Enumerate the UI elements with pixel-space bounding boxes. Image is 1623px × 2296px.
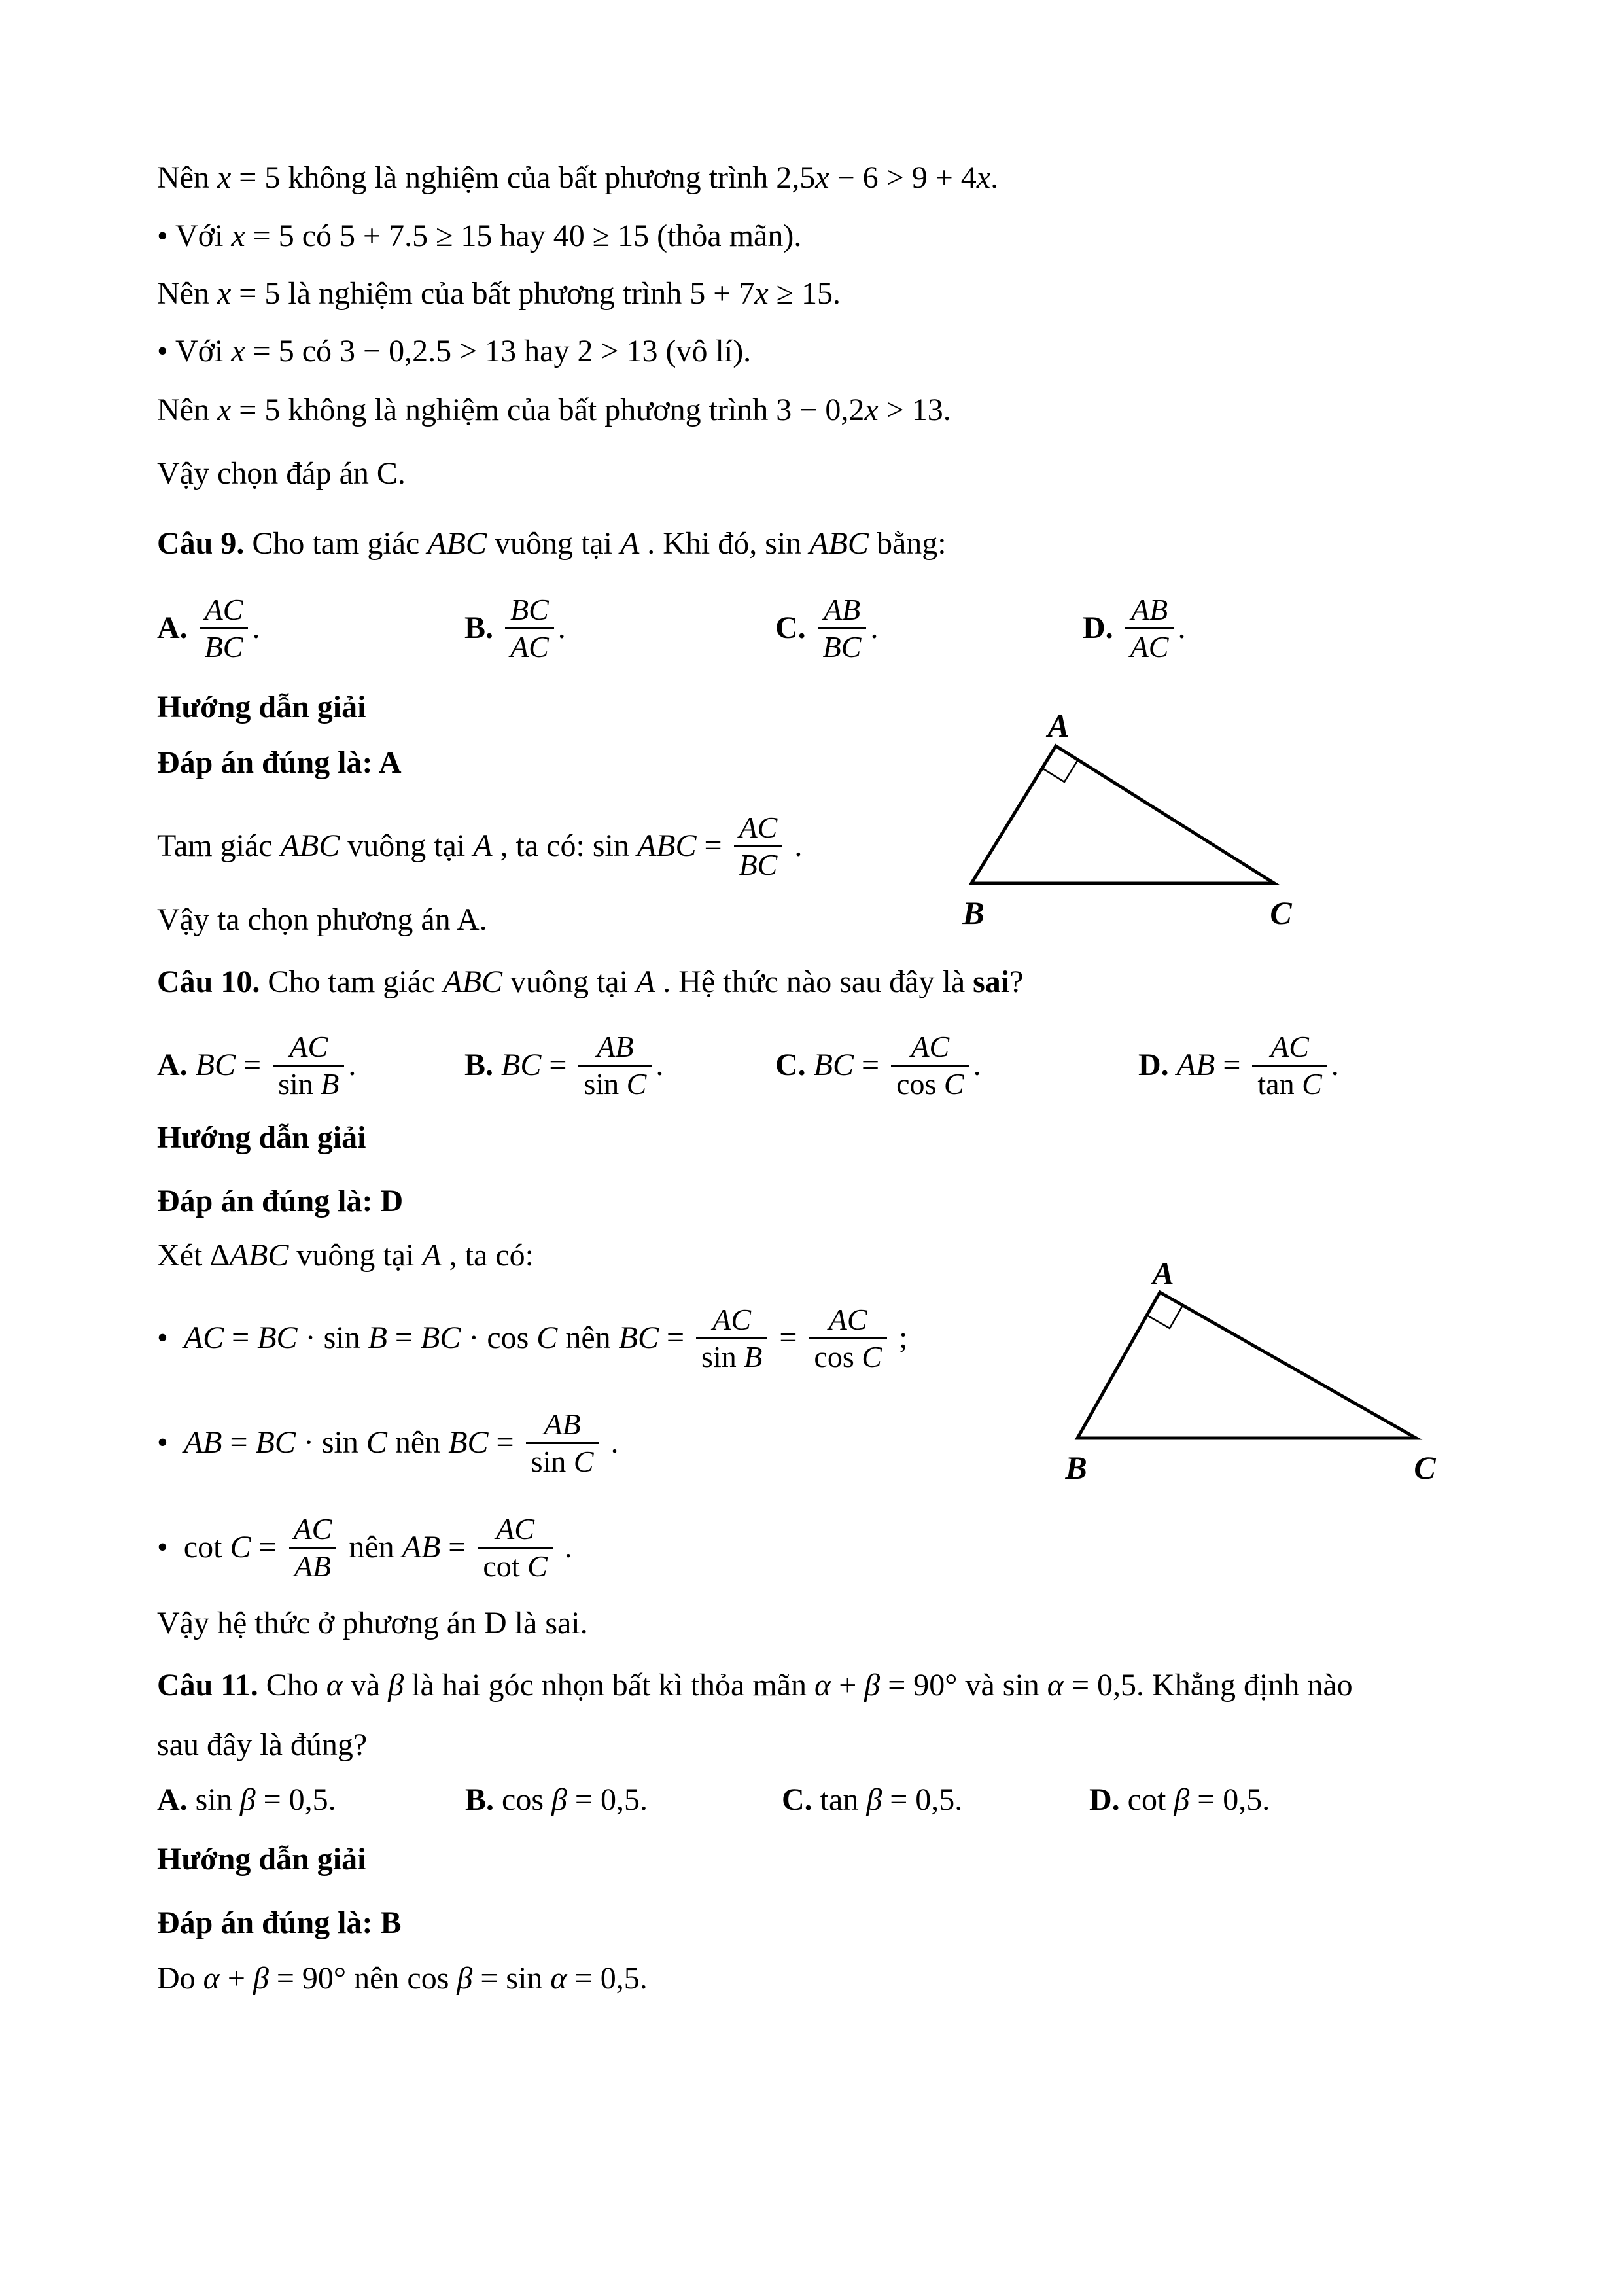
fraction — [578, 1029, 652, 1102]
q9-option-b — [464, 586, 566, 671]
text-segment: B — [321, 1067, 340, 1101]
text-segment: là hai góc nhọn bất kì thỏa mãn — [404, 1668, 814, 1703]
q9-solution-line — [157, 804, 802, 889]
text-segment: tan — [820, 1782, 867, 1817]
text-segment: Câu 10. — [157, 964, 260, 999]
text-segment: A — [422, 1238, 442, 1273]
text-segment: . — [252, 610, 260, 645]
text-segment: BC — [204, 629, 243, 663]
text-segment: AC — [739, 810, 778, 844]
q10-option-c — [775, 1023, 981, 1108]
text-segment: Đáp án đúng là: B — [157, 1905, 402, 1940]
text-segment: và — [342, 1668, 389, 1703]
text-segment: x — [231, 219, 245, 253]
text-segment: Nên — [157, 160, 217, 195]
text-segment: ABC — [443, 964, 502, 999]
text-segment: = 0,5. — [567, 1961, 648, 1996]
text-segment: AB — [1176, 1048, 1215, 1082]
intro-line-4 — [157, 333, 751, 370]
text-segment: . — [1178, 610, 1186, 645]
text-segment: = 90° nên cos — [268, 1961, 457, 1996]
text-segment: BC — [739, 847, 778, 881]
text-segment: , ta có: sin — [492, 828, 637, 863]
text-segment: AC — [1130, 629, 1169, 663]
text-segment: = — [1215, 1048, 1249, 1082]
numerator — [200, 592, 249, 627]
text-segment: • Với — [157, 334, 232, 368]
text-segment: C — [230, 1530, 251, 1564]
text-segment: B — [744, 1339, 763, 1373]
text-segment: cot — [483, 1549, 528, 1583]
text-segment: Xét ∆ — [157, 1238, 230, 1273]
denominator — [1252, 1065, 1327, 1102]
q10-option-a — [157, 1023, 356, 1108]
denominator — [289, 1547, 336, 1584]
q9-conclusion — [157, 902, 487, 938]
vertex-label: A — [1152, 1255, 1174, 1292]
denominator — [200, 627, 249, 665]
text-segment: = — [251, 1530, 285, 1564]
text-segment: • Với — [157, 219, 232, 253]
intro-line-3 — [157, 275, 841, 312]
text-segment: − 6 > 9 + 4 — [829, 160, 977, 195]
text-segment: x — [754, 276, 769, 311]
text-segment: Cho tam giác — [260, 964, 444, 999]
text-segment: > 13. — [878, 393, 951, 427]
text-segment: Hướng dẫn giải — [157, 1120, 366, 1155]
text-segment: AC — [828, 1302, 867, 1336]
text-segment: = — [541, 1048, 575, 1082]
text-segment: AB — [544, 1407, 581, 1441]
text-segment: • — [157, 1320, 184, 1355]
text-segment: A. — [157, 1048, 196, 1082]
text-segment: C — [862, 1339, 882, 1373]
numerator — [538, 1407, 585, 1442]
text-segment: Nên — [157, 393, 217, 427]
text-segment: A. — [157, 1782, 196, 1817]
numerator — [591, 1029, 638, 1065]
text-segment: C. — [775, 1048, 814, 1082]
text-segment: = 0,5. — [567, 1782, 648, 1817]
text-segment: C — [1302, 1067, 1322, 1101]
text-segment: x — [217, 160, 232, 195]
text-segment: α — [203, 1961, 220, 1996]
triangle-figure-cau10 — [1047, 1243, 1472, 1492]
intro-line-5 — [157, 392, 951, 429]
text-segment: sin — [531, 1444, 574, 1478]
q11-option-b — [465, 1782, 648, 1818]
text-segment: β — [864, 1668, 881, 1703]
text-segment: A — [473, 828, 493, 863]
text-segment: sai — [973, 964, 1010, 999]
text-segment: vuông tại — [502, 964, 636, 999]
denominator — [809, 1337, 887, 1375]
q9-guide-heading — [157, 689, 366, 726]
q10-option-d — [1138, 1023, 1339, 1108]
triangle-outline — [1077, 1292, 1416, 1438]
text-segment: . — [973, 1048, 981, 1082]
text-segment: β — [551, 1782, 567, 1817]
text-segment: sin — [195, 1782, 240, 1817]
text-segment: vuông tại — [288, 1238, 423, 1273]
text-segment: α — [1047, 1668, 1064, 1703]
text-segment: = 5 là nghiệm của bất phương trình 5 + 7 — [231, 276, 755, 311]
text-segment: BC — [257, 1320, 298, 1355]
text-segment: . — [602, 1425, 619, 1460]
text-segment: ? — [1009, 964, 1024, 999]
fraction — [478, 1511, 552, 1584]
fraction — [526, 1407, 599, 1479]
q9-option-d — [1083, 586, 1185, 671]
text-segment: x — [217, 276, 232, 311]
text-segment: = 0,5. — [255, 1782, 336, 1817]
fraction — [809, 1302, 887, 1375]
denominator — [818, 627, 867, 665]
text-segment: AC — [204, 592, 243, 626]
q10-bullet-2 — [157, 1400, 619, 1485]
denominator — [734, 845, 783, 883]
fraction — [734, 810, 783, 883]
q10-option-b — [464, 1023, 663, 1108]
text-segment: AC — [496, 1511, 534, 1545]
q11-answer-heading — [157, 1905, 401, 1941]
text-segment: · sin — [297, 1320, 368, 1355]
text-segment: = — [440, 1530, 474, 1564]
text-segment: = — [696, 828, 730, 863]
text-segment: = — [224, 1320, 258, 1355]
text-segment: AB — [402, 1530, 441, 1564]
vertex-label: C — [1270, 894, 1292, 931]
q10-conclusion — [157, 1605, 588, 1642]
text-segment: α — [326, 1668, 343, 1703]
text-segment: Hướng dẫn giải — [157, 1842, 366, 1877]
text-segment: B. — [464, 610, 502, 645]
text-segment: = 90° và sin — [880, 1668, 1047, 1703]
text-segment: C. — [782, 1782, 820, 1817]
text-segment: AC — [183, 1320, 224, 1355]
text-segment: C — [573, 1444, 594, 1478]
q9-option-c — [775, 586, 878, 671]
denominator — [478, 1547, 552, 1584]
text-segment: = sin — [472, 1961, 551, 1996]
text-segment: Vậy chọn đáp án C. — [157, 456, 406, 491]
text-segment: nên — [557, 1320, 619, 1355]
text-segment: = — [236, 1048, 270, 1082]
text-segment: • cot — [157, 1530, 230, 1564]
numerator — [818, 592, 865, 627]
text-segment: . — [557, 610, 566, 645]
text-segment: nên — [387, 1425, 449, 1460]
numerator — [284, 1029, 333, 1065]
text-segment: D. — [1083, 610, 1121, 645]
fraction — [200, 592, 249, 665]
text-segment: AB — [1130, 592, 1168, 626]
text-segment: . — [1331, 1048, 1339, 1082]
text-segment: BC — [448, 1425, 489, 1460]
text-segment: Câu 11. — [157, 1668, 258, 1703]
text-segment: Câu 9. — [157, 526, 245, 561]
triangle-figure-cau9 — [935, 694, 1315, 936]
text-segment: = — [658, 1320, 693, 1355]
text-segment: ABC — [809, 526, 869, 561]
fraction — [696, 1302, 767, 1375]
text-segment: x — [217, 393, 232, 427]
text-segment: + — [831, 1668, 865, 1703]
numerator — [1265, 1029, 1314, 1065]
text-segment: BC — [501, 1048, 542, 1082]
right-angle-mark — [1042, 760, 1078, 782]
text-segment: ; — [890, 1320, 908, 1355]
triangle-drawing — [1047, 1243, 1472, 1492]
text-segment: AB — [597, 1029, 634, 1063]
q11-option-d — [1089, 1782, 1270, 1818]
text-segment: Tam giác — [157, 828, 281, 863]
text-segment: = — [854, 1048, 888, 1082]
q9-option-a — [157, 586, 260, 671]
text-segment: D. — [1138, 1048, 1177, 1082]
fraction — [273, 1029, 344, 1102]
text-segment: C — [626, 1067, 647, 1101]
numerator — [1126, 592, 1173, 627]
numerator — [288, 1511, 338, 1547]
question-10 — [157, 964, 1023, 1000]
text-segment: β — [253, 1961, 269, 1996]
text-segment: , ta có: — [441, 1238, 534, 1273]
text-segment: B. — [464, 1048, 502, 1082]
text-segment: D. — [1089, 1782, 1128, 1817]
text-segment: AB — [823, 592, 861, 626]
text-segment: A — [635, 964, 655, 999]
q11-option-a — [157, 1782, 336, 1818]
denominator — [526, 1442, 599, 1479]
text-segment: · cos — [461, 1320, 537, 1355]
numerator — [734, 810, 783, 845]
denominator — [273, 1065, 344, 1102]
text-segment: tan — [1257, 1067, 1302, 1101]
text-segment: BC — [618, 1320, 659, 1355]
text-segment: nên — [341, 1530, 402, 1564]
q10-solution-intro — [157, 1237, 534, 1274]
text-segment: α — [550, 1961, 567, 1996]
text-segment: ABC — [427, 526, 487, 561]
text-segment: ABC — [280, 828, 340, 863]
fraction — [1125, 592, 1174, 665]
text-segment: ABC — [229, 1238, 289, 1273]
text-segment: Đáp án đúng là: A — [157, 745, 402, 780]
text-segment: A — [620, 526, 640, 561]
text-segment: . Khi đó, sin — [639, 526, 810, 561]
text-segment: Cho tam giác — [244, 526, 428, 561]
intro-line-2 — [157, 218, 801, 255]
text-segment: β — [457, 1961, 473, 1996]
vertex-label: B — [962, 894, 985, 931]
intro-line-1 — [157, 160, 998, 196]
text-segment: cos — [896, 1067, 944, 1101]
text-segment: BC — [420, 1320, 461, 1355]
text-segment: AC — [293, 1511, 332, 1545]
q10-answer-heading — [157, 1183, 403, 1220]
numerator — [505, 592, 554, 627]
text-segment: x — [976, 160, 991, 195]
text-segment: cos — [502, 1782, 551, 1817]
vertex-label: A — [1047, 707, 1070, 744]
q9-answer-heading — [157, 745, 401, 781]
text-segment: cos — [814, 1339, 862, 1373]
question-11-line-1 — [157, 1667, 1353, 1704]
text-segment: • — [157, 1425, 184, 1460]
text-segment: Đáp án đúng là: D — [157, 1184, 404, 1218]
text-segment: · sin — [295, 1425, 366, 1460]
text-segment: C — [943, 1067, 964, 1101]
text-segment: = — [387, 1320, 421, 1355]
text-segment: . Hệ thức nào sau đây là — [655, 964, 973, 999]
text-segment: = — [488, 1425, 522, 1460]
text-segment: = 5 có 5 + 7.5 ≥ 15 hay 40 ≥ 15 (thỏa mãn). — [245, 219, 802, 253]
text-segment: Vậy ta chọn phương án A. — [157, 902, 487, 937]
text-segment: ABC — [637, 828, 697, 863]
fraction — [505, 592, 554, 665]
text-segment: C. — [775, 610, 814, 645]
text-segment: AC — [1270, 1029, 1309, 1063]
text-segment: = 0,5. — [882, 1782, 963, 1817]
fraction — [891, 1029, 969, 1102]
text-segment: vuông tại — [340, 828, 474, 863]
numerator — [491, 1511, 540, 1547]
text-segment: = 0,5. — [1189, 1782, 1270, 1817]
text-segment: β — [1174, 1782, 1190, 1817]
question-11-line-2 — [157, 1727, 367, 1763]
text-segment: bằng: — [868, 526, 947, 561]
denominator — [891, 1065, 969, 1102]
numerator — [707, 1302, 756, 1337]
denominator — [505, 627, 554, 665]
text-segment: x — [864, 393, 879, 427]
text-segment: sau đây là đúng? — [157, 1727, 368, 1762]
text-segment: = 5 không là nghiệm của bất phương trình 2,5 — [231, 160, 816, 195]
text-segment: . — [348, 1048, 357, 1082]
fraction — [288, 1511, 338, 1584]
q10-guide-heading — [157, 1120, 366, 1156]
numerator — [824, 1302, 873, 1337]
text-segment: β — [239, 1782, 256, 1817]
denominator — [1125, 627, 1174, 665]
text-segment: A. — [157, 610, 196, 645]
text-segment: AC — [911, 1029, 950, 1063]
text-segment: . — [556, 1530, 572, 1564]
q10-bullet-1 — [157, 1296, 907, 1381]
text-segment: . — [655, 1048, 664, 1082]
numerator — [905, 1029, 954, 1065]
q11-solution-line — [157, 1960, 648, 1997]
text-segment: AB — [183, 1425, 222, 1460]
fraction — [818, 592, 867, 665]
denominator — [578, 1065, 652, 1102]
text-segment: BC — [195, 1048, 236, 1082]
text-segment: = — [771, 1320, 805, 1355]
q11-guide-heading — [157, 1841, 366, 1878]
q11-option-c — [782, 1782, 962, 1818]
text-segment: sin — [701, 1339, 744, 1373]
text-segment: α — [814, 1668, 831, 1703]
text-segment: = 5 không là nghiệm của bất phương trình 3 − 0,2 — [231, 393, 865, 427]
text-segment: cot — [1127, 1782, 1174, 1817]
text-segment: Cho — [258, 1668, 326, 1703]
text-segment: + — [219, 1961, 253, 1996]
text-segment: BC — [255, 1425, 296, 1460]
text-segment: AC — [289, 1029, 328, 1063]
question-9 — [157, 525, 947, 562]
text-segment: BC — [822, 629, 862, 663]
denominator — [696, 1337, 767, 1375]
text-segment: β — [866, 1782, 882, 1817]
triangle-outline — [971, 746, 1274, 883]
text-segment: AC — [712, 1302, 752, 1336]
text-segment: Hướng dẫn giải — [157, 690, 366, 724]
text-segment: vuông tại — [486, 526, 620, 561]
text-segment: C — [536, 1320, 558, 1355]
text-segment: BC — [813, 1048, 854, 1082]
text-segment: B. — [465, 1782, 502, 1817]
text-segment: AC — [510, 629, 549, 663]
text-segment: . — [786, 828, 803, 863]
text-segment: B — [368, 1320, 387, 1355]
text-segment: C — [527, 1549, 548, 1583]
intro-conclusion — [157, 455, 406, 492]
text-segment: . — [990, 160, 999, 195]
text-segment: C — [366, 1425, 387, 1460]
text-segment: . — [870, 610, 879, 645]
text-segment: = 0,5. Khẳng định nào — [1063, 1668, 1353, 1703]
text-segment: AB — [294, 1549, 332, 1583]
text-segment: = — [222, 1425, 256, 1460]
text-segment: ≥ 15. — [768, 276, 841, 311]
vertex-label: C — [1414, 1449, 1436, 1486]
text-segment: = 5 có 3 − 0,2.5 > 13 hay 2 > 13 (vô lí). — [245, 334, 752, 368]
text-segment: Nên — [157, 276, 217, 311]
text-segment: x — [231, 334, 245, 368]
text-segment: x — [815, 160, 829, 195]
text-segment: BC — [510, 592, 549, 626]
text-segment: sin — [278, 1067, 321, 1101]
text-segment: Vậy hệ thức ở phương án D là sai. — [157, 1606, 588, 1640]
text-segment: sin — [584, 1067, 627, 1101]
q10-bullet-3 — [157, 1505, 572, 1590]
text-segment: β — [388, 1668, 404, 1703]
fraction — [1252, 1029, 1327, 1102]
vertex-label: B — [1065, 1449, 1087, 1486]
text-segment: Do — [157, 1961, 203, 1996]
triangle-drawing — [935, 694, 1315, 936]
